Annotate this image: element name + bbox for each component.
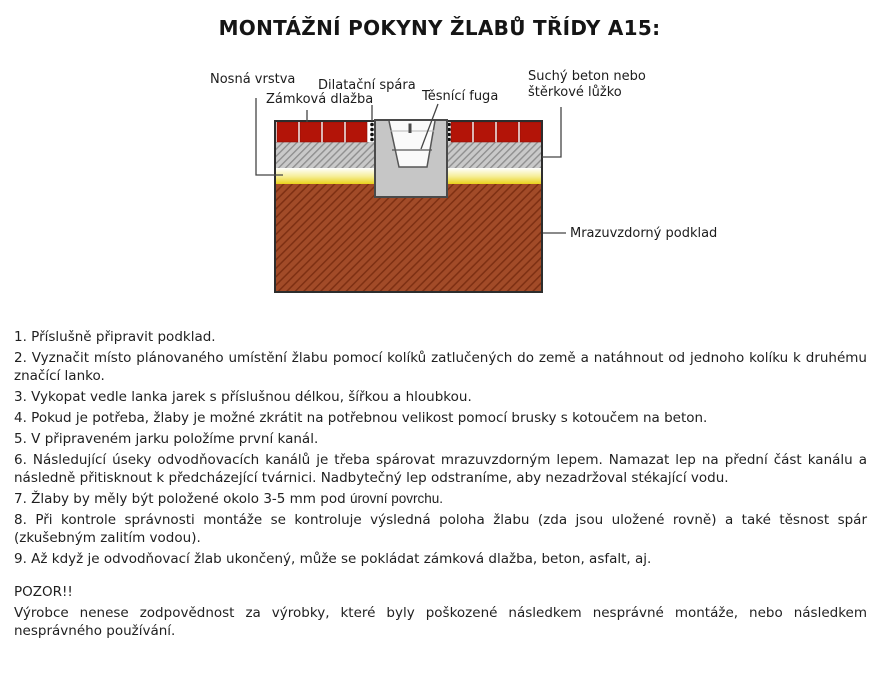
- instruction-item: 2. Vyznačit místo plánovaného umístění žlabu pomocí kolíků zatlučených do země a natáhnout od jednoho kolíku k druhému značící lanko.: [14, 350, 867, 384]
- warning-text: Výrobce nenese zodpovědnost za výrobky, které byly poškozené následkem nesprávné montáže, nebo následkem nesprávného používání.: [14, 605, 867, 639]
- instruction-item: 4. Pokud je potřeba, žlaby je možné zkrátit na potřebnou velikost pomocí brusky s kotoučem na beton.: [14, 410, 708, 426]
- instructions-text: [14, 328, 867, 643]
- leader-dry-concrete: [542, 107, 561, 157]
- cross-section-figure: [0, 0, 879, 330]
- page-title: MONTÁŽNÍ POKYNY ŽLABŮ TŘÍDY A15:: [218, 16, 661, 40]
- label-bearing-layer: Nosná vrstva: [210, 72, 296, 87]
- label-dry-concrete: [528, 69, 646, 101]
- instruction-item-7-prefix: 7. Žlaby by měly být položené okolo 3-5 mm pod: [14, 491, 350, 507]
- label-dilatation-joint: Dilatační spára: [318, 78, 416, 93]
- label-sealing-joint: Těsnící fuga: [422, 89, 499, 104]
- frostproof-base-layer: [275, 184, 542, 293]
- label-dry-concrete-line1: Suchý beton nebo: [528, 69, 646, 84]
- label-frostproof-base: Mrazuvzdorný podklad: [570, 226, 718, 241]
- label-paver: Zámková dlažba: [266, 92, 374, 107]
- instruction-item: 3. Vykopat vedle lanka jarek s příslušnou délkou, šířkou a hloubkou.: [14, 389, 472, 405]
- warning-title: POZOR!!: [14, 584, 73, 600]
- instruction-item: 1. Příslušně připravit podklad.: [14, 329, 216, 345]
- instruction-item: 6. Následující úseky odvodňovacích kanálů je třeba spárovat mrazuvzdorným lepem. Namazat lep na přední část kanálu a následně přitisknout k předcházející tvárnici. Nadbytečný lep odstraníme, aby nezadržoval stékající vodu.: [14, 452, 867, 486]
- instruction-item: [14, 490, 867, 508]
- instruction-item-7-suffix: úrovní povrchu.: [349, 491, 444, 506]
- instruction-item: 5. V připraveném jarku položíme první kanál.: [14, 431, 319, 447]
- instruction-item: 8. Při kontrole správnosti montáže se kontroluje výsledná poloha žlabu (zda jsou uložené rovně) a také těsnost spár (zkušebným zalitím vodou).: [14, 512, 867, 546]
- label-dry-concrete-line2: štěrkové lůžko: [528, 85, 622, 100]
- cross-section-drawing: [0, 0, 879, 310]
- instruction-item: 9. Až když je odvodňovací žlab ukončený, může se pokládat zámková dlažba, beton, asfalt, aj.: [14, 551, 652, 567]
